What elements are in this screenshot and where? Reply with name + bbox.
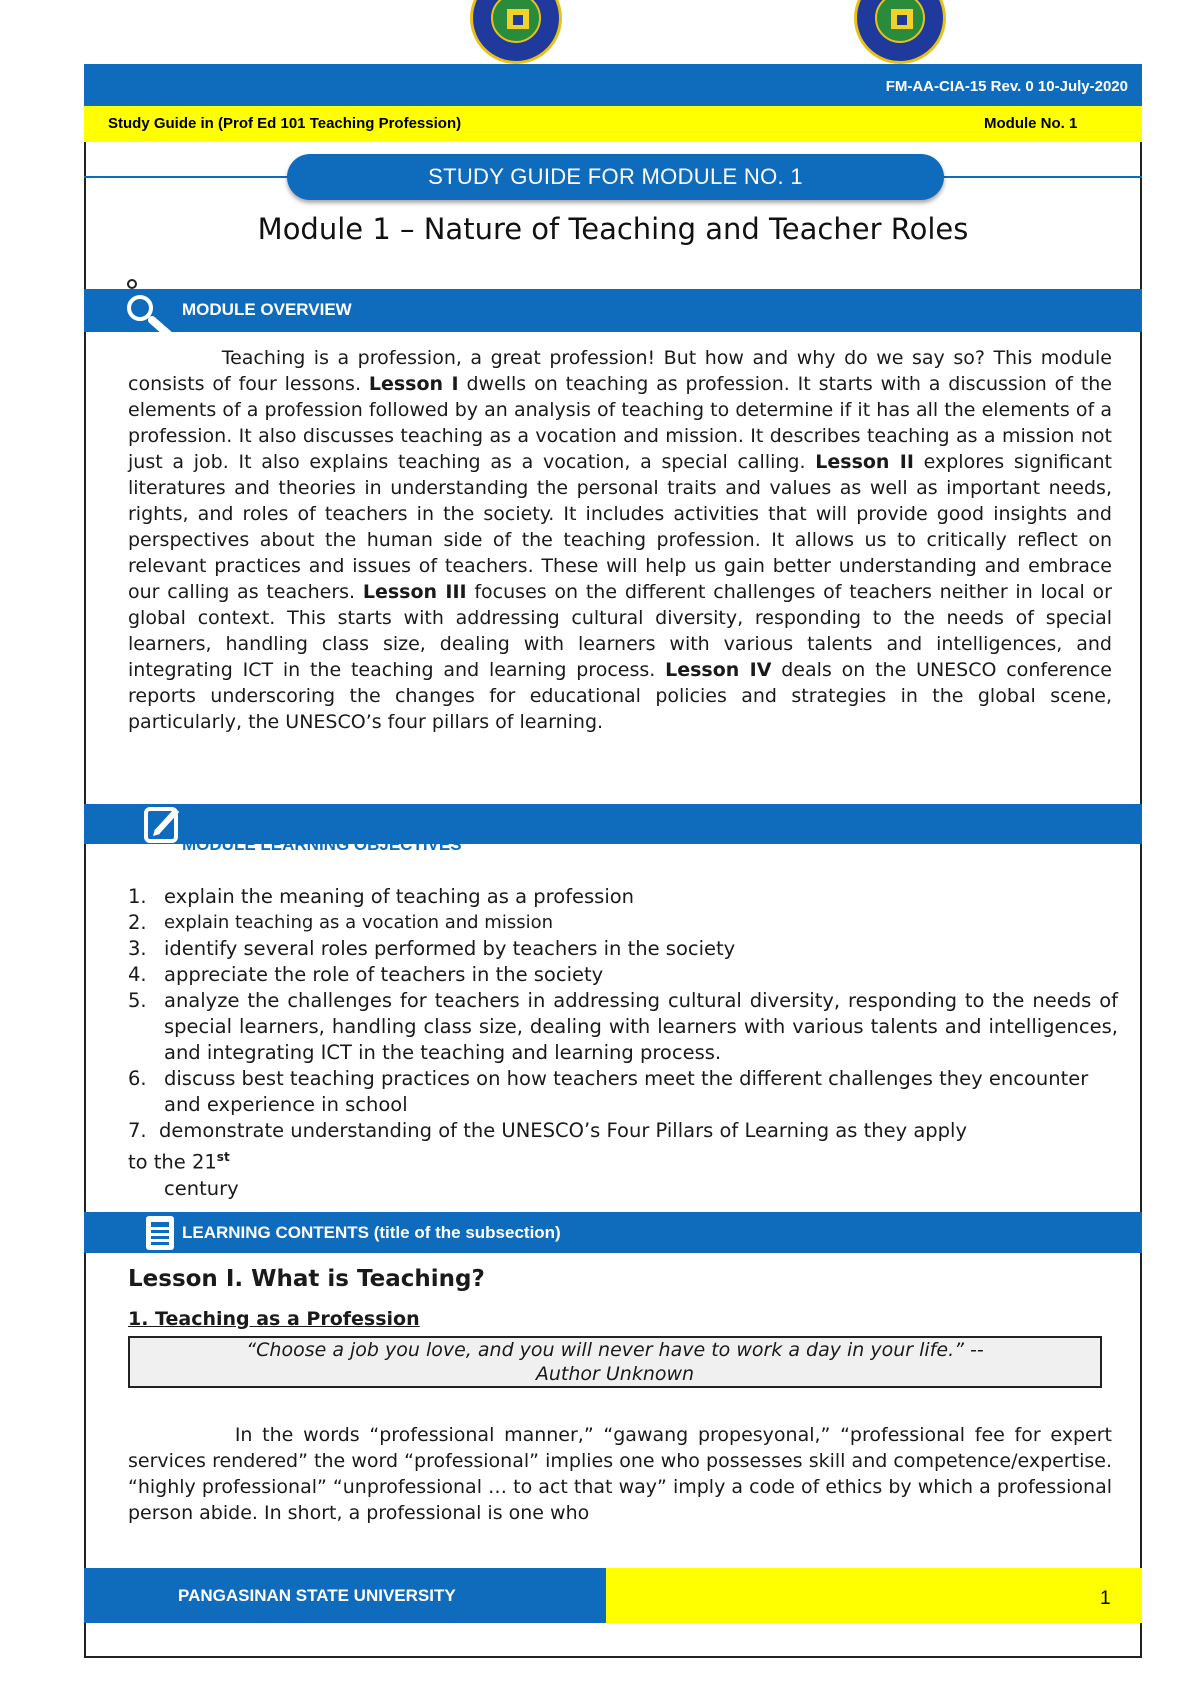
university-name: PANGASINAN STATE UNIVERSITY [178,1586,456,1605]
content-paragraph: In the words “professional manner,” “gawang propesyonal,” “professional fee for expert services rendered” the word “professional” implies one who possesses skill and competence/expertise. “highly professional” “unprofessional … to act that way” imply a code of ethics by which a professional person abide. In short, a professional is one who [128,1424,1112,1524]
quote-author: Author Unknown [535,1363,695,1385]
objective-text: discuss best teaching practices on how teachers meet the different challenges they encounter and experience in school [164,1067,1089,1116]
objective-item [128,962,1118,988]
objective-item [128,910,1118,936]
footer-yellow-band [606,1568,1142,1623]
objective-text: analyze the challenges for teachers in addressing cultural diversity, responding to the needs of special learners, handling class size, dealing with learners with various talents and intelligences, and integrating ICT in the teaching and learning process. [164,989,1118,1064]
objectives-label: MODULE LEARNING OBJECTIVES [182,835,462,854]
objective-number: 1. [128,885,147,908]
objective-item-7 [128,1118,1118,1202]
objective-number: 3. [128,937,147,960]
overview-text-4: focuses on the different challenges of teachers neither in local or global context. This starts with addressing cultural diversity, responding to the needs of special learners, handling class size, dealing with learners with various talents and intelligences, and integrating ICT in the teaching and learning process. [128,581,1112,681]
quote-box [128,1336,1102,1388]
university-seal-left-icon [470,0,562,64]
study-guide-banner: STUDY GUIDE FOR MODULE NO. 1 [287,154,944,200]
overview-label: MODULE OVERVIEW [182,300,352,319]
contents-label: LEARNING CONTENTS (title of the subsection) [182,1223,561,1242]
overview-paragraph [128,345,1112,735]
objective-number: 2. [128,911,147,934]
lesson-four-ref: Lesson IV [665,659,772,681]
overview-text-1: Teaching is a profession, a great profession! But how and why do we say so? This module consists of four lessons. [128,347,1112,395]
objective-text: demonstrate understanding of the UNESCO’s Four Pillars of Learning as they apply [159,1119,968,1142]
banner-line-left [84,176,289,178]
objective-text: identify several roles performed by teachers in the society [164,937,736,960]
objectives-list [128,884,1118,1202]
lesson-two-ref: Lesson II [815,451,914,473]
objective-item [128,936,1118,962]
objective-text: explain teaching as a vocation and mission [164,912,553,933]
module-number-label: Module No. 1 [984,115,1078,132]
banner-line-right [942,176,1142,178]
subsection-title: 1. Teaching as a Profession [128,1308,420,1330]
objective-text: appreciate the role of teachers in the society [164,963,604,986]
lesson-title: Lesson I. What is Teaching? [128,1266,485,1292]
objective-text: explain the meaning of teaching as a profession [164,885,635,908]
objective-number: 6. [128,1067,147,1090]
quote-line-1: “Choose a job you love, and you will never have to work a day in your life.” -- [246,1339,984,1361]
module-title: Module 1 – Nature of Teaching and Teacher Roles [257,212,969,246]
lesson-three-ref: Lesson III [362,581,467,603]
study-guide-label: Study Guide in (Prof Ed 101 Teaching Profession) [108,115,462,132]
objective-item [128,988,1118,1066]
document-icon [143,1213,179,1253]
university-seal-right-icon [854,0,946,64]
form-code: FM-AA-CIA-15 Rev. 0 10-July-2020 [885,78,1128,95]
magnifier-icon [118,276,174,336]
overview-text-5: deals on the UNESCO conference reports underscoring the changes for educational policies and strategies in the global scene, particularly, the UNESCO’s four pillars of learning. [128,659,1113,733]
objectives-label-clip [84,831,1142,861]
page-number: 1 [1100,1588,1111,1609]
objective-number: 5. [128,989,147,1012]
overview-text-2: dwells on teaching as profession. It starts with a discussion of the elements of a profession followed by an analysis of teaching to determine if it has all the elements of a profession. It also discusses teaching as a vocation and mission. It describes teaching as a mission not just a job. It also explains teaching as a vocation, a special calling. [128,373,1112,473]
superscript-st: st [216,1150,230,1164]
objective-number: 7. [128,1119,147,1142]
objective-text-line2: to the 21 [128,1150,217,1174]
objective-item [128,884,1118,910]
objective-number: 4. [128,963,147,986]
objective-item [128,1066,1118,1118]
objective-text-line3: century [164,1176,239,1200]
overview-text-3: explores significant literatures and theories in understanding the personal traits and values as well as important needs, rights, and roles of teachers in the society. It includes activities that will provide good insights and perspectives about the human side of the teaching profession. It allows us to critically reflect on relevant practices and issues of teachers. These will help us gain better understanding and embrace our calling as teachers. [128,451,1113,603]
pencil-icon [143,804,183,844]
lesson-one-ref: Lesson I [368,373,459,395]
